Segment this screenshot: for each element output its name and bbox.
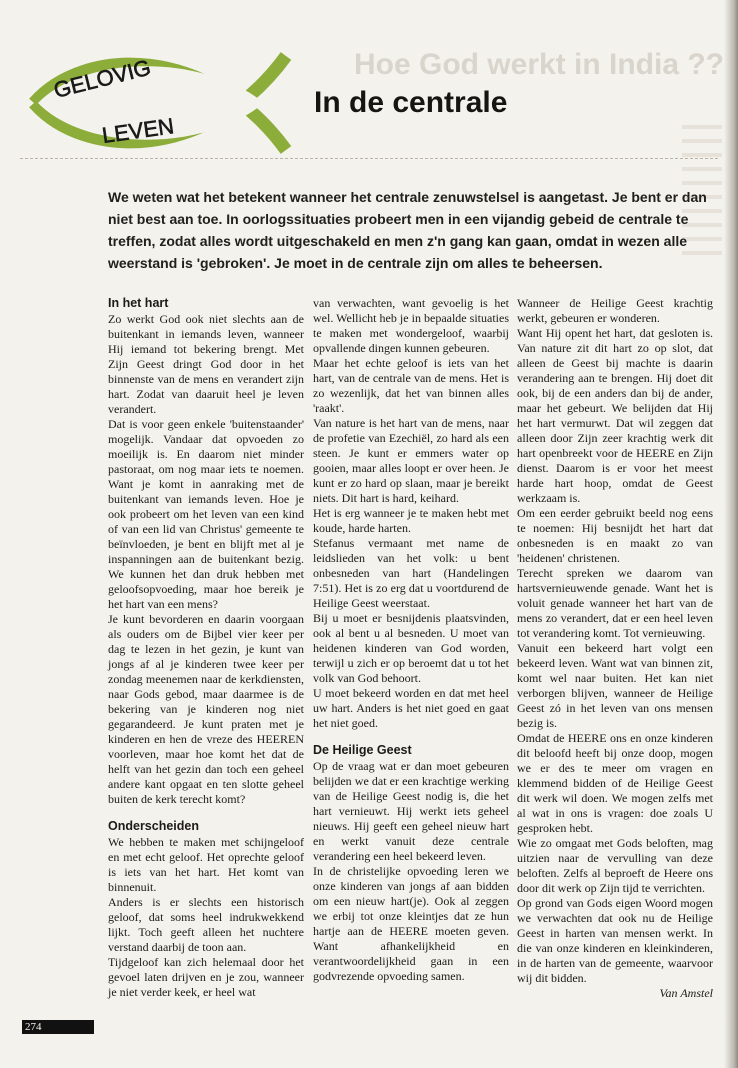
logo-word-gelovig: GELOVIG [51, 54, 154, 103]
heading-in-het-hart: In het hart [108, 296, 169, 310]
intro-paragraph [108, 186, 716, 274]
intro-text: We weten wat het betekent wanneer het centrale zenuwstelsel is aangetast. Je bent er dan niet best aan toe. In oorlogssituaties probeert men in een vijandig gebeid de centrale te treffen, zodat alles wordt uitgeschakeld en men z'n gang kan gaan, omdat in wezen alle weerstand is 'gebroken'. Je moet in de centrale zijn om alles te beheersen. [108, 189, 707, 271]
page-number: 274 [25, 1021, 42, 1033]
bleed-through-title: Hoe God werkt in India ?? [353, 48, 724, 81]
author-signature: Van Amstel [659, 986, 713, 1000]
logo-word-leven: LEVEN [100, 113, 176, 148]
paragraph: Anders is er slechts een historisch geloof, dat soms heel indrukwekkend lijkt. Toch geeft alleen het nuchtere verstand daarbij de toon aan. [108, 895, 304, 954]
heading-onderscheiden: Onderscheiden [108, 819, 199, 833]
paragraph: Het is erg wanneer je te maken hebt met koude, harde harten. [313, 506, 509, 535]
paragraph: Bij u moet er besnijdenis plaatsvinden, ook al bent u al besneden. U moet van heidenen kinderen van God worden, terwijl u zich er op beroemt dat u tot het volk van God behoort. [313, 611, 509, 685]
paragraph: Vanuit een bekeerd hart volgt een bekeerd leven. Want wat van binnen zit, komt wel naar buiten. Het kan niet verborgen blijven, wanneer de Heilige Geest zó in het leven van ons mensen bezig is. [517, 641, 713, 730]
paragraph: U moet bekeerd worden en dat met heel uw hart. Anders is het niet goed en gaat het niet goed. [313, 686, 509, 730]
paragraph: Wie zo omgaat met Gods beloften, mag uitzien naar de vervulling van deze beloften. Zelfs al beproeft de Heere ons door dit werk op Zijn tijd te verrichten. [517, 836, 713, 895]
paragraph: van verwachten, want gevoelig is het wel. Wellicht heb je in bepaalde situaties te maken met wondergeloof, waarbij opvallende dingen kunnen gebeuren. [313, 296, 509, 355]
paragraph: Stefanus vermaant met name de leidslieden van het volk: u bent onbesneden van hart (Handelingen 7:51). Het is zo erg dat u voortdurend de Heilige Geest weerstaat. [313, 536, 509, 610]
paragraph: Dat is voor geen enkele 'buitenstaander' mogelijk. Vandaar dat opvoeden zo moeilijk is. En daarom niet minder pastoraat, om nog maar iets te noemen. Want je komt in aanraking met de buitenkant van iemands leven. Hoe je ook probeert om het leven van een kind of van een lid van Christus' gemeente te beïnvloeden, je bent en blijft met al je inspanningen aan de buitenkant bezig. We kunnen het dan druk hebben met geloofsopvoeding, maar hoe bereik je het hart van een mens? [108, 417, 304, 611]
paragraph: Terecht spreken we daarom van hartsvernieuwende genade. Want het is voluit genade wanneer het hart van de mens zo verandert, dat er een heel leven tot verandering komt. Tot vernieuwing. [517, 566, 713, 640]
column-2 [313, 296, 509, 984]
paragraph: Zo werkt God ook niet slechts aan de buitenkant in iemands leven, wanneer Hij iemand tot bekering brengt. Met Zijn Geest dringt God door in het binnenste van de mens en verandert zijn hart. Zodat van daaruit heel je leven verandert. [108, 312, 304, 416]
heading-de-heilige-geest: De Heilige Geest [313, 743, 412, 757]
dashed-divider [20, 158, 718, 159]
paragraph: Op de vraag wat er dan moet gebeuren belijden we dat er een krachtige werking van de Heilige Geest nodig is, die het hart vernieuwt. Hij werkt iets geheel nieuws. Hij geeft een geheel nieuw hart en werkt vanuit deze centrale verandering een heel bekeerd leven. [313, 759, 509, 863]
gelovig-leven-fish-logo [14, 48, 304, 158]
paragraph: Om een eerder gebruikt beeld nog eens te noemen: Hij besnijdt het hart dat onbesneden is en maakt zo van 'heidenen' christenen. [517, 506, 713, 565]
page-number-bar [22, 1020, 94, 1034]
paragraph: Van nature is het hart van de mens, naar de profetie van Ezechiël, zo hard als een steen. Je kunt er emmers water op gooien, maar alles loopt er over heen. Je kunt er zo hard op slaan, maar je bereikt niets. Dit hart is hard, keihard. [313, 416, 509, 505]
paragraph: Je kunt bevorderen en daarin voorgaan als ouders om de Bijbel vier keer per dag te lezen in het gezin, je kunt van jongs af al je kinderen twee keer per zondag meenemen naar de kerkdiensten, naar Gods gebod, maar daarmee is de bekering van je kinderen nog niet gegarandeerd. Je kunt praten met je kinderen en hen de vreze des HEEREN voorleven, maar hoe komt het dat de helft van het gezin dan toch een geheel andere kant opgaat en ten slotte geheel buiten de kerk terecht komt? [108, 612, 304, 806]
page-title: In de centrale [314, 86, 508, 119]
paragraph: In de christelijke opvoeding leren we onze kinderen van jongs af aan bidden om een nieuw hart(je). Ook al zeggen we erbij tot onze kleintjes dat ze hun hartje aan de HEERE moeten geven. Want afhankelijkheid en verantwoordelijkheid gaan in een godvrezende opvoeding samen. [313, 864, 509, 983]
column-1 [108, 296, 304, 1000]
paragraph: Tijdgeloof kan zich helemaal door het gevoel laten drijven en je zou, wanneer je niet verder keek, er heel wat [108, 955, 304, 999]
paragraph: Maar het echte geloof is iets van het hart, van de centrale van de mens. Het is zo wezenlijk, dat het van binnen alles 'raakt'. [313, 356, 509, 415]
page-edge-shadow [724, 0, 738, 1068]
paragraph: Wanneer de Heilige Geest krachtig werkt, gebeuren er wonderen. [517, 296, 713, 325]
paragraph: Want Hij opent het hart, dat gesloten is. Van nature zit dit hart zo op slot, dat alleen de Geest bij machte is daarin verandering aan te brengen. Hij doet dit ook, bij de een anders dan bij de ander, maar het gebeurt. We belijden dat Hij het hart vermurwt. Dat wil zeggen dat alleen door Zijn zeer krachtig werk dit hart openbreekt voor de HEERE en Zijn dienst. Daarom is er voor het meest harde hart hoop, omdat de Geest werkzaam is. [517, 326, 713, 505]
paragraph: Op grond van Gods eigen Woord mogen we verwachten dat ook nu de Heilige Geest in harten van mensen werkt. In die van onze kinderen en kleinkinderen, in de harten van de gemeente, waarvoor wij dit bidden. [517, 896, 713, 985]
paragraph: We hebben te maken met schijngeloof en met echt geloof. Het oprechte geloof is iets van het hart. Het komt van binnenuit. [108, 835, 304, 894]
column-3 [517, 296, 713, 1001]
paragraph: Omdat de HEERE ons en onze kinderen dit beloofd heeft bij onze doop, mogen we er des te meer om vragen en klemmend bidden of de Heilige Geest dit werk wil doen. We mogen zelfs met al wat in ons is vragen: doe zoals U gesproken hebt. [517, 731, 713, 835]
